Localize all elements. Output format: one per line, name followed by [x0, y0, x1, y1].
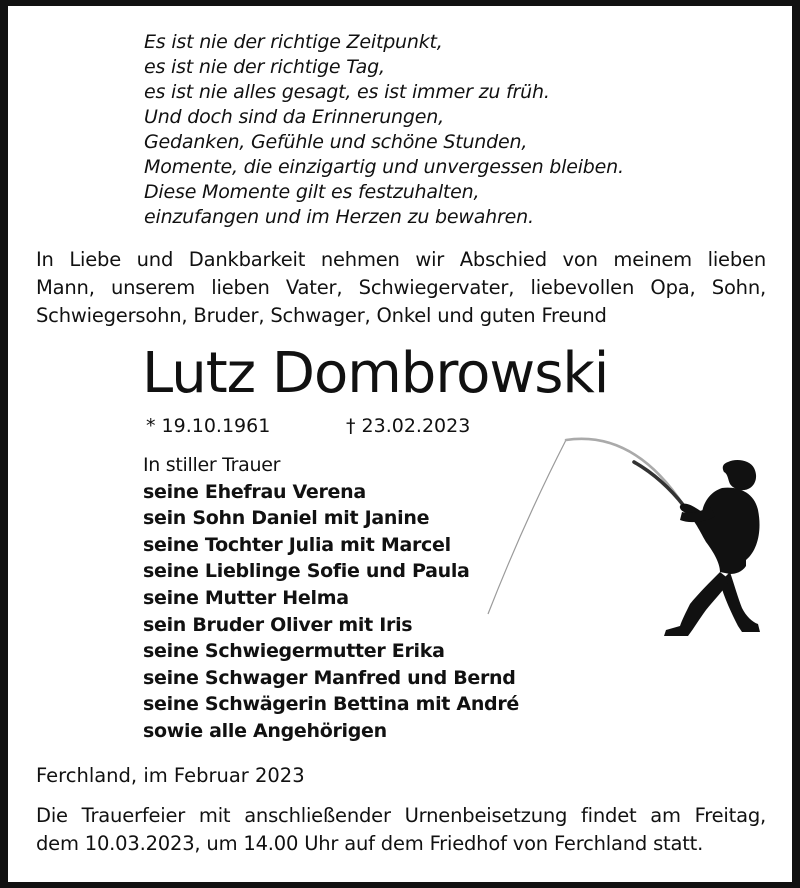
intro-text: [36, 246, 766, 330]
poem-line: Und doch sind da Erinnerungen,: [144, 106, 444, 128]
intro-line: In Liebe und Dankbarkeit nehmen wir Abschied von meinem lieben: [36, 248, 766, 271]
mourner-entry: seine Tochter Julia mit Marcel: [143, 533, 451, 556]
deceased-name: Lutz Dombrowski: [142, 341, 609, 406]
mourner-entry: seine Mutter Helma: [143, 586, 349, 609]
poem-line: Diese Momente gilt es festzuhalten,: [144, 181, 480, 203]
notice-line: dem 10.03.2023, um 14.00 Uhr auf dem Friedhof von Ferchland statt.: [36, 832, 704, 855]
notice-line: Die Trauerfeier mit anschließender Urnenbeisetzung findet am Freitag,: [36, 804, 766, 827]
mourner-entry: sein Sohn Daniel mit Janine: [143, 507, 430, 530]
mourners-title: In stiller Trauer: [143, 454, 281, 476]
mourner-entry: seine Lieblinge Sofie und Paula: [143, 560, 470, 583]
mourner-entry: seine Schwiegermutter Erika: [143, 640, 445, 663]
mourner-entry: sowie alle Angehörigen: [143, 719, 387, 742]
funeral-notice: [36, 802, 766, 858]
intro-line: Mann, unserem lieben Vater, Schwiegervater, liebevollen Opa, Sohn,: [36, 276, 766, 299]
place-date: Ferchland, im Februar 2023: [36, 764, 305, 787]
poem-line: es ist nie der richtige Tag,: [144, 56, 385, 78]
mourner-entry: sein Bruder Oliver mit Iris: [143, 613, 413, 636]
poem-line: Gedanken, Gefühle und schöne Stunden,: [144, 131, 528, 153]
poem-line: Momente, die einzigartig und unvergessen bleiben.: [144, 156, 624, 178]
poem-line: es ist nie alles gesagt, es ist immer zu früh.: [144, 81, 550, 103]
poem-line: Es ist nie der richtige Zeitpunkt,: [144, 31, 443, 53]
poem: [144, 30, 624, 230]
mourner-entry: seine Schwägerin Bettina mit André: [143, 693, 519, 716]
mourners-list: [143, 452, 519, 745]
poem-line: einzufangen und im Herzen zu bewahren.: [144, 206, 534, 228]
mourner-entry: seine Schwager Manfred und Bernd: [143, 666, 516, 689]
angler-silhouette-icon: [484, 432, 774, 644]
death-date: † 23.02.2023: [346, 415, 471, 437]
birth-date: * 19.10.1961: [146, 415, 271, 437]
intro-line: Schwiegersohn, Bruder, Schwager, Onkel und guten Freund: [36, 304, 607, 327]
mourner-entry: seine Ehefrau Verena: [143, 480, 366, 503]
